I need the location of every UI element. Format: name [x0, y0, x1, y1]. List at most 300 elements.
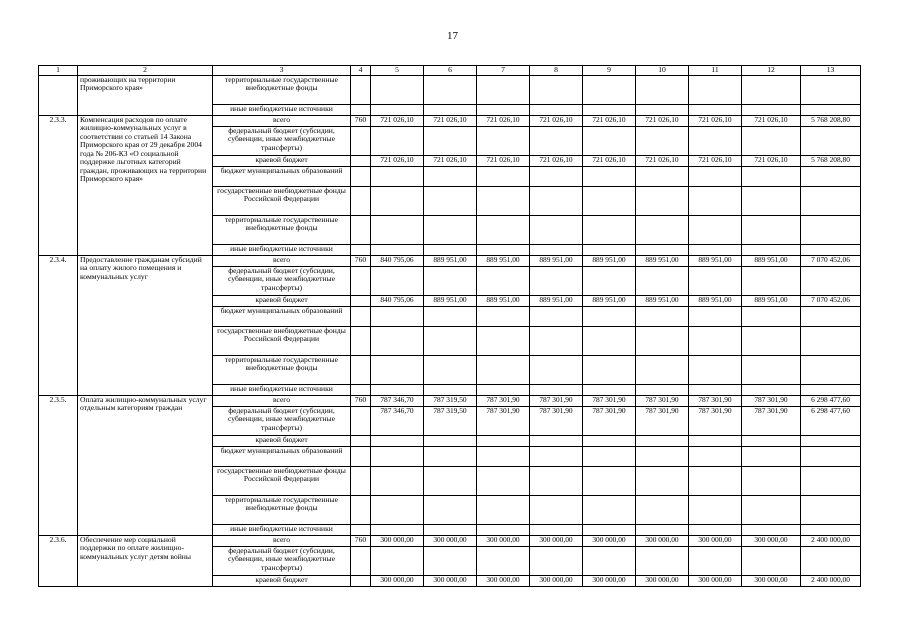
- amount-cell: [424, 266, 477, 295]
- amount-cell: [742, 326, 801, 355]
- budget-code: [351, 295, 371, 306]
- funding-source: всего: [213, 255, 351, 266]
- amount-cell: [689, 546, 742, 575]
- amount-cell: 721 026,10: [371, 115, 424, 126]
- amount-cell: 787 301,90: [583, 406, 636, 435]
- table-row: [39, 115, 861, 126]
- funding-source: иные внебюджетные источники: [213, 244, 351, 255]
- funding-source: федеральный бюджет (субсидии, субвенции, иные межбюджетные трансферты): [213, 266, 351, 295]
- amount-cell: [583, 495, 636, 524]
- amount-cell: 721 026,10: [371, 155, 424, 166]
- amount-cell: [689, 355, 742, 384]
- funding-source: территориальные государственные внебюджетные фонды: [213, 355, 351, 384]
- amount-cell: [689, 186, 742, 215]
- amount-cell: [530, 104, 583, 115]
- funding-source: федеральный бюджет (субсидии, субвенции, иные межбюджетные трансферты): [213, 126, 351, 155]
- amount-cell: [371, 166, 424, 186]
- amount-cell: [371, 326, 424, 355]
- amount-cell: [371, 75, 424, 104]
- amount-cell: [477, 266, 530, 295]
- amount-cell: [530, 306, 583, 326]
- item-number: 2.3.5.: [39, 395, 78, 535]
- amount-cell: [477, 244, 530, 255]
- budget-code: [351, 524, 371, 535]
- amount-cell: [801, 435, 861, 446]
- amount-cell: 840 795,06: [371, 255, 424, 266]
- amount-cell: [583, 186, 636, 215]
- funding-source: иные внебюджетные источники: [213, 524, 351, 535]
- amount-cell: [530, 244, 583, 255]
- amount-cell: [636, 446, 689, 466]
- amount-cell: [583, 126, 636, 155]
- amount-cell: [801, 104, 861, 115]
- amount-cell: 889 951,00: [530, 295, 583, 306]
- amount-cell: [742, 215, 801, 244]
- amount-cell: [689, 306, 742, 326]
- amount-cell: 889 951,00: [636, 255, 689, 266]
- amount-cell: [424, 384, 477, 395]
- item-name: проживающих на территории Приморского края»: [78, 75, 213, 115]
- amount-cell: [371, 546, 424, 575]
- amount-cell: [689, 166, 742, 186]
- amount-cell: [583, 446, 636, 466]
- amount-cell: [636, 75, 689, 104]
- item-name: Оплата жилищно-коммунальных услуг отдельным категориям граждан: [78, 395, 213, 535]
- funding-source: краевой бюджет: [213, 575, 351, 586]
- amount-cell: [636, 244, 689, 255]
- funding-source: краевой бюджет: [213, 435, 351, 446]
- amount-cell: [742, 266, 801, 295]
- amount-cell: 300 000,00: [742, 535, 801, 546]
- budget-code: [351, 266, 371, 295]
- amount-cell: [371, 355, 424, 384]
- amount-cell: [583, 435, 636, 446]
- budget-code: 760: [351, 115, 371, 126]
- amount-cell: [583, 266, 636, 295]
- amount-cell: [424, 326, 477, 355]
- funding-source: всего: [213, 115, 351, 126]
- table-row: [39, 395, 861, 406]
- item-number: 2.3.3.: [39, 115, 78, 255]
- amount-cell: [371, 446, 424, 466]
- amount-cell: [636, 435, 689, 446]
- item-name: Компенсация расходов по оплате жилищно-коммунальных услуг в соответствии со статьей 14 Закона Приморского края от 29 декабря 2004 года № 206-КЗ «О социальной поддержке льготных категорий граждан, проживающих на территории Приморского края»: [78, 115, 213, 255]
- item-number: 2.3.6.: [39, 535, 78, 586]
- amount-cell: 787 301,90: [530, 406, 583, 435]
- budget-code: [351, 186, 371, 215]
- amount-cell: [801, 384, 861, 395]
- budget-code: [351, 244, 371, 255]
- funding-source: государственные внебюджетные фонды Российской Федерации: [213, 326, 351, 355]
- funding-source: краевой бюджет: [213, 295, 351, 306]
- amount-cell: 300 000,00: [371, 535, 424, 546]
- amount-cell: 300 000,00: [424, 535, 477, 546]
- amount-cell: [801, 306, 861, 326]
- amount-cell: 300 000,00: [477, 575, 530, 586]
- amount-cell: [477, 166, 530, 186]
- amount-cell: 2 400 000,00: [801, 575, 861, 586]
- amount-cell: [801, 546, 861, 575]
- amount-cell: [477, 75, 530, 104]
- amount-cell: 300 000,00: [689, 535, 742, 546]
- amount-cell: [742, 546, 801, 575]
- amount-cell: 889 951,00: [636, 295, 689, 306]
- amount-cell: 787 346,70: [371, 395, 424, 406]
- column-header: 10: [636, 66, 689, 76]
- budget-table: [38, 65, 861, 587]
- table-row: [39, 75, 861, 104]
- amount-cell: [424, 75, 477, 104]
- amount-cell: [530, 75, 583, 104]
- amount-cell: [477, 104, 530, 115]
- amount-cell: [530, 215, 583, 244]
- amount-cell: [689, 104, 742, 115]
- column-header: 9: [583, 66, 636, 76]
- amount-cell: 787 301,90: [636, 395, 689, 406]
- budget-code: [351, 155, 371, 166]
- budget-code: [351, 495, 371, 524]
- funding-source: бюджет муниципальных образований: [213, 446, 351, 466]
- funding-source: территориальные государственные внебюджетные фонды: [213, 495, 351, 524]
- column-header: 13: [801, 66, 861, 76]
- amount-cell: [371, 306, 424, 326]
- amount-cell: [636, 126, 689, 155]
- amount-cell: [636, 495, 689, 524]
- amount-cell: 721 026,10: [424, 115, 477, 126]
- amount-cell: 6 298 477,60: [801, 395, 861, 406]
- amount-cell: [583, 355, 636, 384]
- amount-cell: 889 951,00: [742, 295, 801, 306]
- amount-cell: [530, 495, 583, 524]
- table-row: [39, 535, 861, 546]
- amount-cell: 2 400 000,00: [801, 535, 861, 546]
- budget-code: [351, 466, 371, 495]
- amount-cell: [801, 446, 861, 466]
- amount-cell: [689, 126, 742, 155]
- amount-cell: [636, 266, 689, 295]
- amount-cell: 787 301,90: [689, 395, 742, 406]
- amount-cell: [424, 546, 477, 575]
- column-header: 1: [39, 66, 78, 76]
- amount-cell: [801, 266, 861, 295]
- amount-cell: 787 319,50: [424, 406, 477, 435]
- amount-cell: [424, 244, 477, 255]
- amount-cell: [530, 326, 583, 355]
- amount-cell: [424, 524, 477, 535]
- amount-cell: [530, 446, 583, 466]
- amount-cell: [371, 186, 424, 215]
- amount-cell: [742, 244, 801, 255]
- amount-cell: [530, 355, 583, 384]
- header-row: [39, 66, 861, 76]
- amount-cell: [583, 546, 636, 575]
- amount-cell: 300 000,00: [371, 575, 424, 586]
- amount-cell: 300 000,00: [583, 535, 636, 546]
- amount-cell: 300 000,00: [636, 575, 689, 586]
- amount-cell: [477, 384, 530, 395]
- column-header: 7: [477, 66, 530, 76]
- amount-cell: [477, 355, 530, 384]
- amount-cell: [689, 215, 742, 244]
- amount-cell: 787 301,90: [636, 406, 689, 435]
- amount-cell: [530, 435, 583, 446]
- amount-cell: [636, 355, 689, 384]
- amount-cell: [477, 435, 530, 446]
- amount-cell: [636, 104, 689, 115]
- amount-cell: [371, 126, 424, 155]
- budget-code: [351, 306, 371, 326]
- amount-cell: [477, 215, 530, 244]
- budget-code: [351, 435, 371, 446]
- amount-cell: 7 070 452,06: [801, 295, 861, 306]
- amount-cell: [477, 446, 530, 466]
- amount-cell: [689, 244, 742, 255]
- funding-source: федеральный бюджет (субсидии, субвенции, иные межбюджетные трансферты): [213, 406, 351, 435]
- amount-cell: [742, 75, 801, 104]
- amount-cell: 721 026,10: [583, 115, 636, 126]
- amount-cell: [742, 384, 801, 395]
- funding-source: государственные внебюджетные фонды Российской Федерации: [213, 186, 351, 215]
- budget-code: [351, 406, 371, 435]
- amount-cell: [371, 435, 424, 446]
- amount-cell: 889 951,00: [477, 295, 530, 306]
- amount-cell: 889 951,00: [424, 255, 477, 266]
- amount-cell: [424, 215, 477, 244]
- amount-cell: 889 951,00: [583, 255, 636, 266]
- page-number: 17: [447, 30, 458, 42]
- column-header: 8: [530, 66, 583, 76]
- amount-cell: [636, 466, 689, 495]
- amount-cell: [371, 215, 424, 244]
- amount-cell: 721 026,10: [424, 155, 477, 166]
- amount-cell: [583, 215, 636, 244]
- amount-cell: [742, 524, 801, 535]
- budget-code: 760: [351, 395, 371, 406]
- amount-cell: 721 026,10: [530, 155, 583, 166]
- budget-code: [351, 326, 371, 355]
- funding-source: федеральный бюджет (субсидии, субвенции, иные межбюджетные трансферты): [213, 546, 351, 575]
- amount-cell: [477, 466, 530, 495]
- table-row: [39, 255, 861, 266]
- table-body: [39, 66, 861, 587]
- amount-cell: 721 026,10: [689, 115, 742, 126]
- amount-cell: 300 000,00: [636, 535, 689, 546]
- budget-code: [351, 215, 371, 244]
- amount-cell: [371, 524, 424, 535]
- amount-cell: 787 301,90: [742, 406, 801, 435]
- funding-source: иные внебюджетные источники: [213, 104, 351, 115]
- amount-cell: 889 951,00: [689, 295, 742, 306]
- amount-cell: 721 026,10: [742, 115, 801, 126]
- amount-cell: [801, 326, 861, 355]
- amount-cell: [689, 524, 742, 535]
- amount-cell: [689, 466, 742, 495]
- amount-cell: [477, 524, 530, 535]
- amount-cell: [583, 104, 636, 115]
- amount-cell: [801, 215, 861, 244]
- amount-cell: [371, 244, 424, 255]
- funding-source: иные внебюджетные источники: [213, 384, 351, 395]
- budget-code: [351, 546, 371, 575]
- amount-cell: 889 951,00: [477, 255, 530, 266]
- amount-cell: [689, 495, 742, 524]
- amount-cell: [583, 75, 636, 104]
- amount-cell: [742, 446, 801, 466]
- funding-source: бюджет муниципальных образований: [213, 166, 351, 186]
- amount-cell: [801, 244, 861, 255]
- amount-cell: [583, 384, 636, 395]
- funding-source: всего: [213, 535, 351, 546]
- amount-cell: [689, 75, 742, 104]
- amount-cell: 300 000,00: [530, 535, 583, 546]
- amount-cell: 721 026,10: [477, 155, 530, 166]
- amount-cell: [477, 126, 530, 155]
- amount-cell: 300 000,00: [689, 575, 742, 586]
- amount-cell: [371, 495, 424, 524]
- amount-cell: [689, 266, 742, 295]
- amount-cell: 889 951,00: [530, 255, 583, 266]
- amount-cell: [636, 384, 689, 395]
- amount-cell: 300 000,00: [477, 535, 530, 546]
- amount-cell: 889 951,00: [742, 255, 801, 266]
- amount-cell: [583, 306, 636, 326]
- budget-code: 760: [351, 535, 371, 546]
- column-header: 12: [742, 66, 801, 76]
- amount-cell: 721 026,10: [636, 155, 689, 166]
- amount-cell: 787 301,90: [530, 395, 583, 406]
- column-header: 6: [424, 66, 477, 76]
- amount-cell: [636, 524, 689, 535]
- amount-cell: [424, 495, 477, 524]
- budget-code: [351, 166, 371, 186]
- amount-cell: 889 951,00: [583, 295, 636, 306]
- amount-cell: [424, 126, 477, 155]
- amount-cell: [371, 384, 424, 395]
- amount-cell: [742, 104, 801, 115]
- amount-cell: [801, 355, 861, 384]
- amount-cell: [583, 326, 636, 355]
- amount-cell: [530, 384, 583, 395]
- item-name: Предоставление гражданам субсидий на оплату жилого помещения и коммунальных услуг: [78, 255, 213, 395]
- amount-cell: [477, 495, 530, 524]
- amount-cell: [583, 166, 636, 186]
- amount-cell: [801, 186, 861, 215]
- funding-source: территориальные государственные внебюджетные фонды: [213, 215, 351, 244]
- amount-cell: [477, 546, 530, 575]
- amount-cell: [530, 186, 583, 215]
- amount-cell: 721 026,10: [583, 155, 636, 166]
- column-header: 4: [351, 66, 371, 76]
- amount-cell: 721 026,10: [742, 155, 801, 166]
- amount-cell: [801, 524, 861, 535]
- amount-cell: [371, 466, 424, 495]
- item-number: 2.3.4.: [39, 255, 78, 395]
- amount-cell: [801, 166, 861, 186]
- funding-source: территориальные государственные внебюджетные фонды: [213, 75, 351, 104]
- budget-code: [351, 355, 371, 384]
- amount-cell: 721 026,10: [530, 115, 583, 126]
- amount-cell: [477, 186, 530, 215]
- amount-cell: [424, 355, 477, 384]
- funding-source: всего: [213, 395, 351, 406]
- amount-cell: [801, 75, 861, 104]
- amount-cell: 300 000,00: [742, 575, 801, 586]
- amount-cell: [742, 355, 801, 384]
- amount-cell: 787 346,70: [371, 406, 424, 435]
- amount-cell: [530, 466, 583, 495]
- budget-code: [351, 104, 371, 115]
- amount-cell: 840 795,06: [371, 295, 424, 306]
- amount-cell: 721 026,10: [689, 155, 742, 166]
- amount-cell: [530, 126, 583, 155]
- amount-cell: [742, 306, 801, 326]
- amount-cell: [530, 266, 583, 295]
- column-header: 2: [78, 66, 213, 76]
- amount-cell: 787 301,90: [583, 395, 636, 406]
- budget-code: 760: [351, 255, 371, 266]
- amount-cell: [742, 166, 801, 186]
- amount-cell: [801, 466, 861, 495]
- amount-cell: [530, 546, 583, 575]
- funding-source: государственные внебюджетные фонды Российской Федерации: [213, 466, 351, 495]
- amount-cell: [636, 215, 689, 244]
- amount-cell: 5 768 208,80: [801, 155, 861, 166]
- budget-code: [351, 446, 371, 466]
- amount-cell: [689, 384, 742, 395]
- amount-cell: [424, 435, 477, 446]
- amount-cell: [742, 495, 801, 524]
- amount-cell: 7 070 452,06: [801, 255, 861, 266]
- amount-cell: 787 301,90: [477, 395, 530, 406]
- amount-cell: [424, 466, 477, 495]
- amount-cell: 721 026,10: [636, 115, 689, 126]
- amount-cell: 721 026,10: [477, 115, 530, 126]
- amount-cell: [530, 524, 583, 535]
- budget-code: [351, 126, 371, 155]
- amount-cell: [424, 186, 477, 215]
- amount-cell: [742, 126, 801, 155]
- amount-cell: 300 000,00: [530, 575, 583, 586]
- column-header: 5: [371, 66, 424, 76]
- amount-cell: 300 000,00: [583, 575, 636, 586]
- budget-code: [351, 384, 371, 395]
- amount-cell: 300 000,00: [424, 575, 477, 586]
- amount-cell: [636, 326, 689, 355]
- amount-cell: [742, 466, 801, 495]
- amount-cell: 787 301,90: [689, 406, 742, 435]
- amount-cell: [371, 104, 424, 115]
- amount-cell: [530, 166, 583, 186]
- amount-cell: [583, 524, 636, 535]
- amount-cell: [742, 435, 801, 446]
- amount-cell: [636, 186, 689, 215]
- amount-cell: [477, 326, 530, 355]
- item-name: Обеспечение мер социальной поддержки по оплате жилищно-коммунальных услуг детям войны: [78, 535, 213, 586]
- amount-cell: 787 319,50: [424, 395, 477, 406]
- amount-cell: [689, 446, 742, 466]
- amount-cell: [583, 466, 636, 495]
- amount-cell: [636, 306, 689, 326]
- amount-cell: [583, 244, 636, 255]
- amount-cell: [742, 186, 801, 215]
- amount-cell: [477, 306, 530, 326]
- budget-code: [351, 75, 371, 104]
- amount-cell: [636, 166, 689, 186]
- amount-cell: [801, 126, 861, 155]
- amount-cell: [689, 435, 742, 446]
- amount-cell: [801, 495, 861, 524]
- amount-cell: [424, 104, 477, 115]
